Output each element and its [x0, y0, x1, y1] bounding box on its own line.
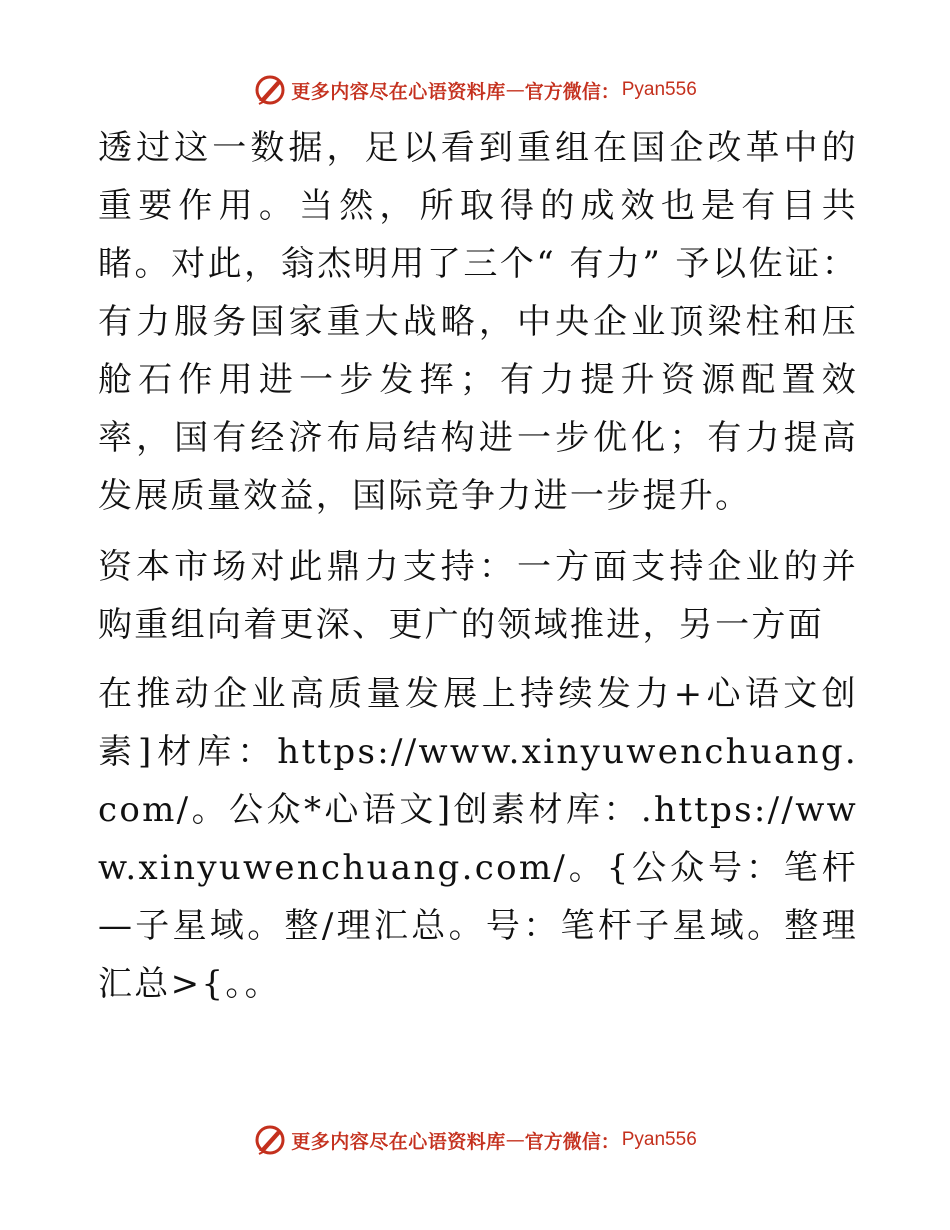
banner-wechat-label: 官方微信：: [524, 80, 620, 103]
banner-wechat-label: 官方微信：: [524, 1130, 620, 1153]
banner-dash: —: [505, 79, 525, 101]
paragraph-3: 在推动企业高质量发展上持续发力+心语文创素]材库：https://www.xinyuwenchuang.com/。公众*心语文]创素材库：.https://www.xinyuwenchuang.com/。{公众号：笔杆—子星域。整/理汇总。号：笔杆子星域。整理汇总>{。。: [98, 674, 858, 1004]
document-body: [98, 119, 858, 1013]
paragraph-1: 透过这一数据，足以看到重组在国企改革中的重要作用。当然，所取得的成效也是有目共睹。对此，翁杰明用了三个“ 有力” 予以佐证：有力服务国家重大战略，中央企业顶梁柱和压舱石作用进一步发挥；有力提升资源配置效率，国有经济布局结构进一步优化；有力提高发展质量效益，国际竞争力进一步提升。: [98, 128, 858, 516]
quill-logo-icon: [253, 1123, 287, 1157]
banner-dash: —: [505, 1129, 525, 1151]
banner-text: 更多内容尽在心语资料库: [291, 1130, 506, 1153]
banner-wechat-id: Pyan556: [621, 1129, 697, 1150]
banner-wechat-id: Pyan556: [621, 79, 697, 100]
banner-text: 更多内容尽在心语资料库: [291, 80, 506, 103]
paragraph-2: 资本市场对此鼎力支持：一方面支持企业的并购重组向着更深、更广的领域推进，另一方面: [98, 547, 858, 645]
header-banner: [0, 70, 950, 110]
quill-logo-icon: [253, 73, 287, 107]
footer-banner: [0, 1120, 950, 1160]
